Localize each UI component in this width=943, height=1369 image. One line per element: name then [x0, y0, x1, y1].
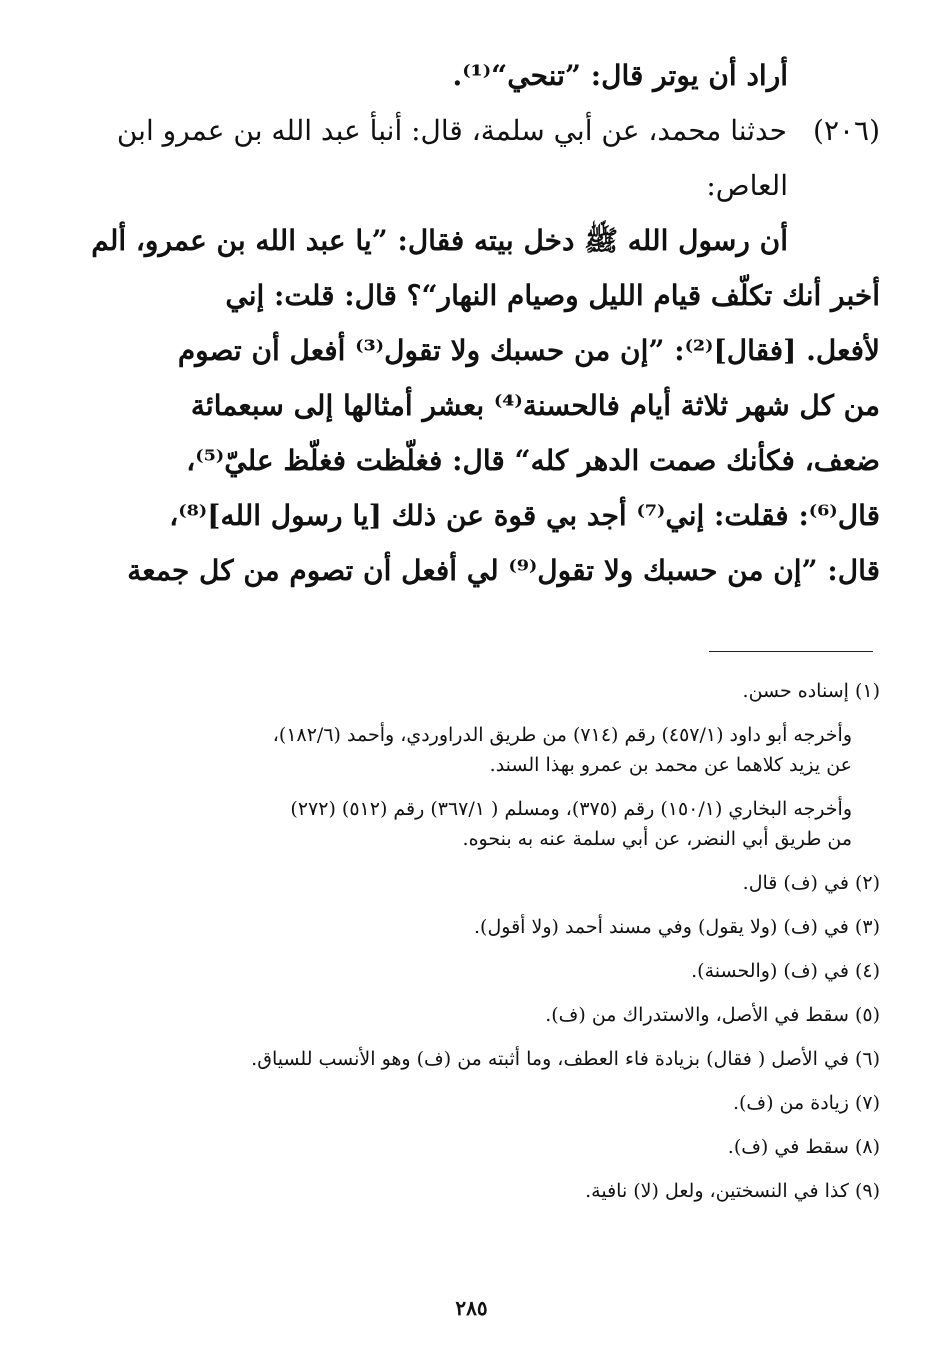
- footnote-1-reference-2: [120, 794, 880, 854]
- footnote-line: من طريق أبي النضر، عن أبي سلمة عنه به بنحوه.: [462, 828, 852, 850]
- footnote-1-reference-1: [120, 720, 880, 780]
- footnotes: [120, 676, 880, 1220]
- matn-line: قال⁽⁶⁾: فقلت: إني⁽⁷⁾ أجد بي قوة عن ذلك [يا رسول الله]⁽⁸⁾،: [169, 499, 880, 532]
- matn-line: من كل شهر ثلاثة أيام فالحسنة⁽⁴⁾ بعشر أمثالها إلى سبعمائة: [190, 389, 880, 422]
- matn-line: أخبر أنك تكلّف قيام الليل وصيام النهار“؟ قال: قلت: إني: [225, 279, 880, 312]
- footnote-3: (٣) في (ف) (ولا يقول) وفي مسند أحمد (ولا أقول).: [474, 916, 880, 938]
- footnote-line: عن يزيد كلاهما عن محمد بن عمرو بهذا السند.: [489, 754, 852, 776]
- footnote-line: وأخرجه البخاري (١٥٠/١) رقم (٣٧٥)، ومسلم ( ٣٦٧/١) رقم (٥١٢) (٢٧٢): [290, 798, 852, 820]
- main-text: [91, 48, 880, 598]
- footnote-4: (٤) في (ف) (والحسنة).: [691, 960, 880, 982]
- footnote-divider: [709, 651, 873, 652]
- matn-line: أن رسول الله ﷺ دخل بيته فقال: ”يا عبد الله بن عمرو، ألم: [91, 224, 788, 257]
- hadith-heading-line: [116, 103, 880, 158]
- footnote-9: (٩) كذا في النسختين، ولعل (لا) نافية.: [585, 1180, 880, 1202]
- hadith-number: (٢٠٦): [813, 114, 880, 147]
- footnote-8: (٨) سقط في (ف).: [727, 1136, 880, 1158]
- isnad-text: حدثنا محمد، عن أبي سلمة، قال: أنبأ عبد الله بن عمرو ابن: [116, 114, 787, 147]
- page-number: ٢٨٥: [455, 1296, 488, 1320]
- footnote-5: (٥) سقط في الأصل، والاستدراك من (ف).: [545, 1004, 880, 1026]
- matn-line: قال: ”إن من حسبك ولا تقول⁽⁹⁾ لي أفعل أن تصوم من كل جمعة: [127, 554, 880, 587]
- footnote-line: وأخرجه أبو داود (٤٥٧/١) رقم (٧١٤) من طريق الدراوردي، وأحمد (١٨٢/٦)،: [272, 724, 852, 746]
- footnote-7: (٧) زيادة من (ف).: [732, 1092, 880, 1114]
- footnote-6: (٦) في الأصل ( فقال) بزيادة فاء العطف، وما أثبته من (ف) وهو الأنسب للسياق.: [251, 1048, 880, 1070]
- text-line-1: أراد أن يوتر قال: ”تنحي“⁽¹⁾.: [452, 59, 788, 92]
- footnote-2: (٢) في (ف) قال.: [742, 872, 880, 894]
- matn-line: لأفعل. [فقال]⁽²⁾: ”إن من حسبك ولا تقول⁽³⁾ أفعل أن تصوم: [177, 334, 880, 367]
- matn-line: ضعف، فكأنك صمت الدهر كله“ قال: فغلّظت فغلّظ عليّ⁽⁵⁾،: [186, 444, 880, 477]
- footnote-1: (١) إسناده حسن.: [742, 680, 880, 702]
- isnad-continuation: العاص:: [706, 169, 788, 202]
